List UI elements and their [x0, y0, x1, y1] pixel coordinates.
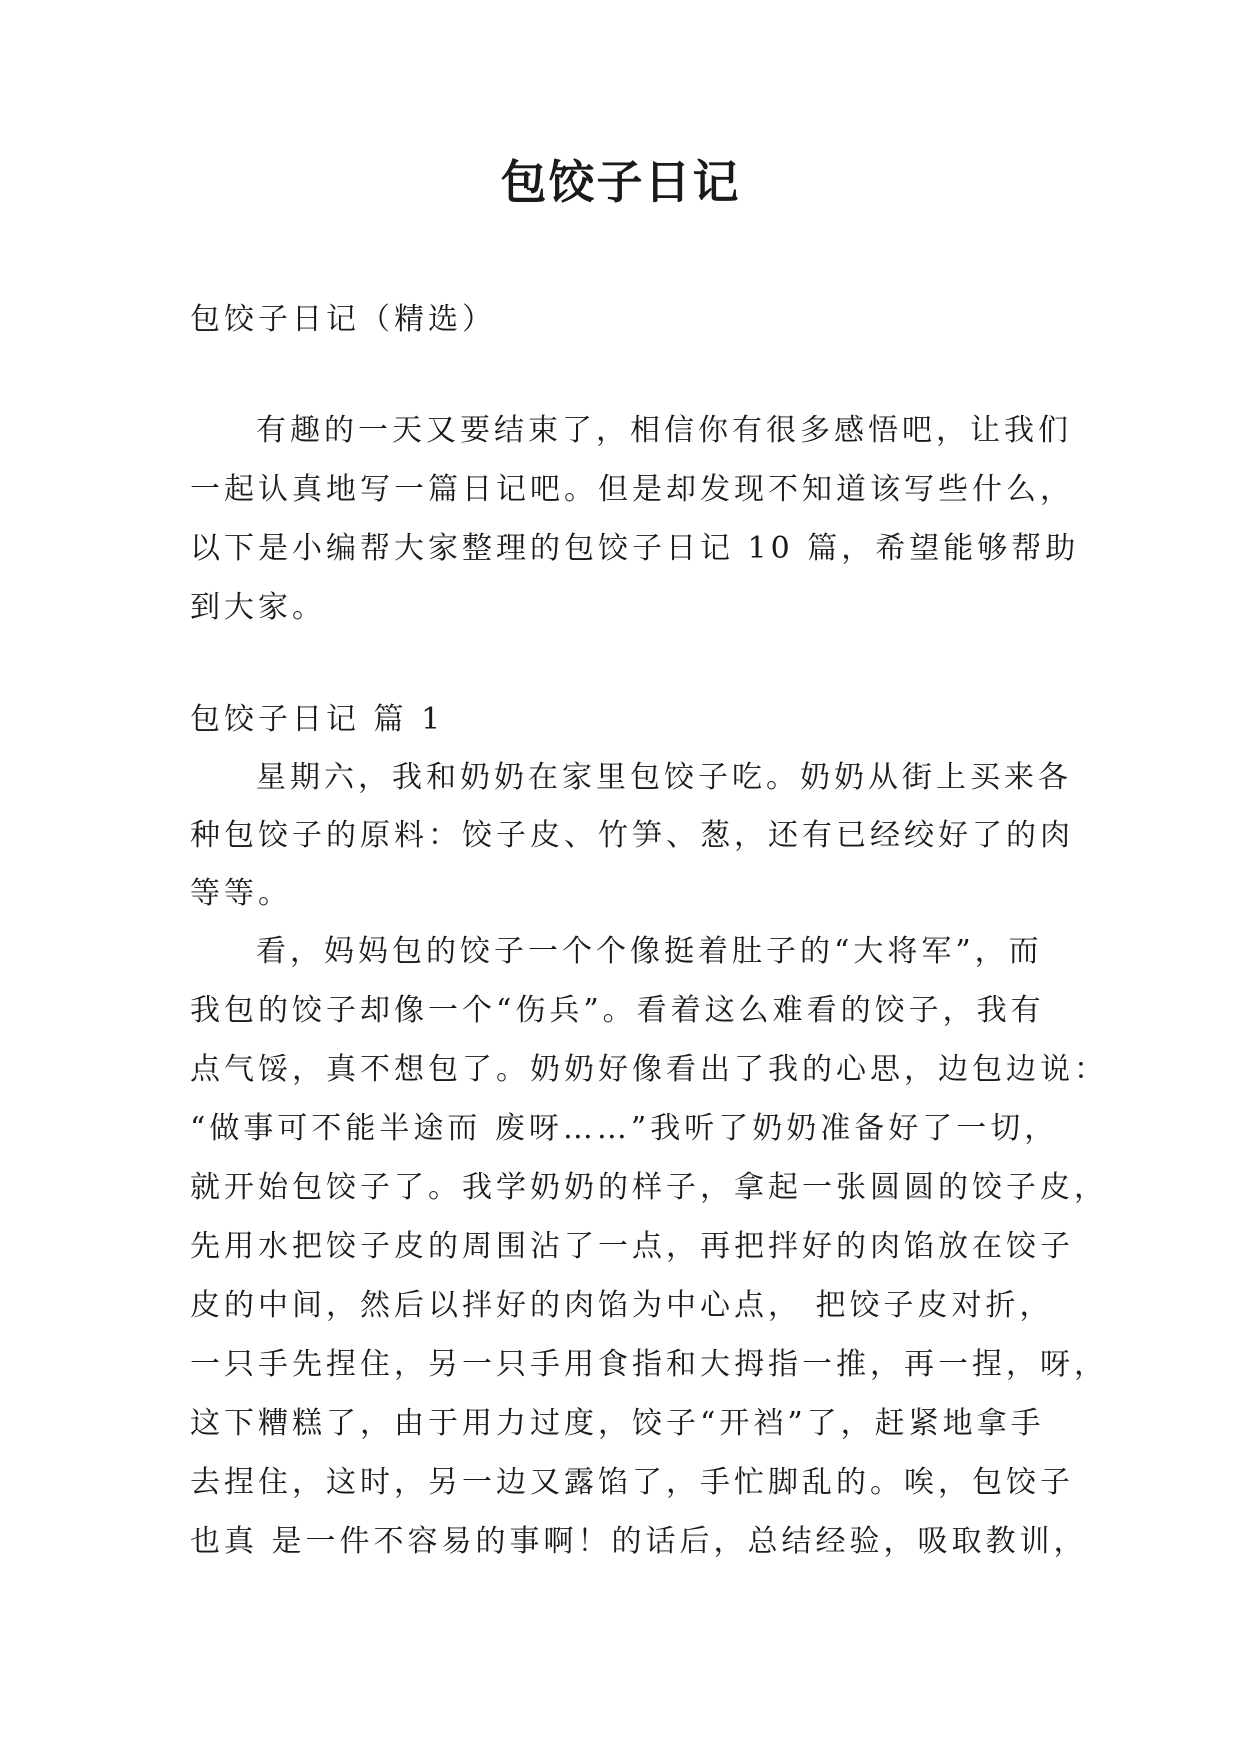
- intro-line: 以下是小编帮大家整理的包饺子日记 10 篇，希望能够帮助: [190, 531, 1080, 566]
- paragraph-line: 星期六，我和奶奶在家里包饺子吃。奶奶从街上买来各: [256, 760, 1072, 795]
- paragraph-line: 一只手先捏住，另一只手用食指和大拇指一推，再一捏，呀，: [190, 1347, 1108, 1382]
- paragraph-line: 这下糟糕了，由于用力过度，饺子“开裆”了，赶紧地拿手: [190, 1406, 1045, 1441]
- paragraph-line: 也真 是一件不容易的事啊！的话后，总结经验，吸取教训，: [190, 1524, 1088, 1559]
- intro-line: 到大家。: [190, 590, 326, 625]
- paragraph-line: “做事可不能半途而 废呀……”我听了奶奶准备好了一切，: [190, 1111, 1059, 1146]
- intro-line: 有趣的一天又要结束了，相信你有很多感悟吧，让我们: [256, 413, 1072, 448]
- paragraph-line: 就开始包饺子了。我学奶奶的样子，拿起一张圆圆的饺子皮，: [190, 1170, 1108, 1205]
- intro-line: 一起认真地写一篇日记吧。但是却发现不知道该写些什么，: [190, 472, 1074, 507]
- paragraph-line: 种包饺子的原料：饺子皮、竹笋、葱，还有已经绞好了的肉: [190, 818, 1074, 853]
- section-heading: 包饺子日记 篇 1: [190, 702, 445, 737]
- paragraph-line: 先用水把饺子皮的周围沾了一点，再把拌好的肉馅放在饺子: [190, 1229, 1074, 1264]
- paragraph-line: 我包的饺子却像一个“伤兵”。看着这么难看的饺子，我有: [190, 993, 1045, 1028]
- document-subtitle: 包饺子日记（精选）: [190, 302, 496, 337]
- paragraph-line: 去捏住，这时，另一边又露馅了，手忙脚乱的。唉，包饺子: [190, 1465, 1074, 1500]
- paragraph-line: 看，妈妈包的饺子一个个像挺着肚子的“大将军”，而: [256, 934, 1043, 969]
- paragraph-line: 点气馁，真不想包了。奶奶好像看出了我的心思，边包边说：: [190, 1052, 1108, 1087]
- document-title: 包饺子日记: [500, 155, 741, 209]
- paragraph-line: 皮的中间，然后以拌好的肉馅为中心点， 把饺子皮对折，: [190, 1288, 1054, 1323]
- paragraph-line: 等等。: [190, 876, 292, 911]
